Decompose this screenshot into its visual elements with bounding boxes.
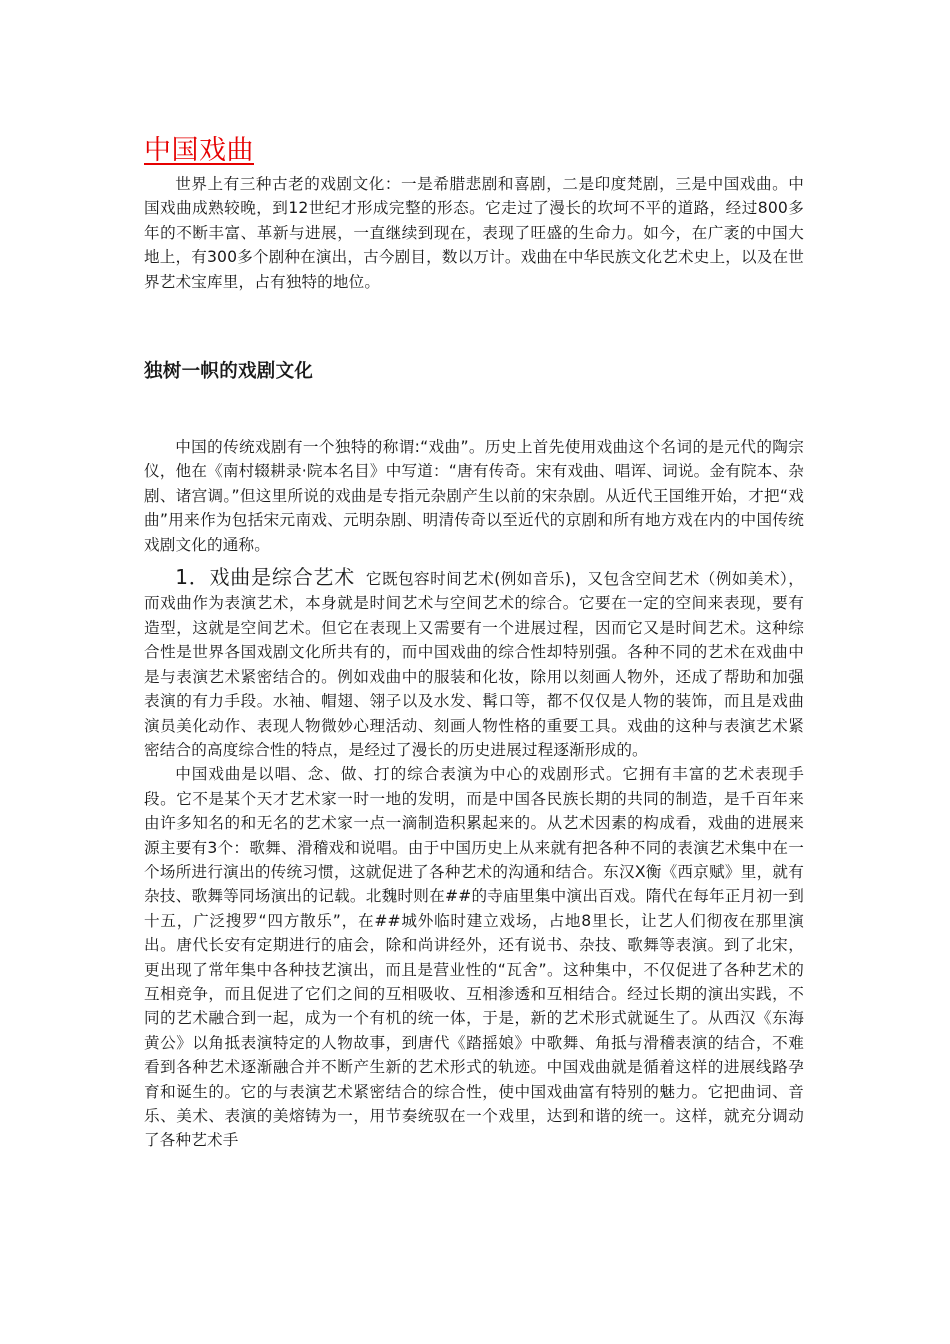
body-paragraph: 中国戏曲是以唱、念、做、打的综合表演为中心的戏剧形式。它拥有丰富的艺术表现手段。它不是某个天才艺术家一时一地的发明，而是中国各民族长期的共同的制造，是千百年来由许多知名的和无名的艺术家一点一滴制造积累起来的。从艺术因素的构成看，戏曲的进展来源主要有3个：歌舞、滑稽戏和说唱。由于中国历史上从来就有把各种不同的表演艺术集中在一个场所进行演出的传统习惯，这就促进了各种艺术的沟通和结合。东汉X衡《西京赋》里，就有杂技、歌舞等同场演出的记载。北魏时则在##的寺庙里集中演出百戏。隋代在每年正月初一到十五，广泛搜罗“四方散乐”，在##城外临时建立戏场，占地8里长，让艺人们彻夜在那里演出。唐代长安有定期进行的庙会，除和尚讲经外，还有说书、杂技、歌舞等表演。到了北宋，更出现了常年集中各种技艺演出，而且是营业性的“瓦舍”。这种集中，不仅促进了各种艺术的互相竞争，而且促进了它们之间的互相吸收、互相渗透和互相结合。经过长期的演出实践，不同的艺术融合到一起，成为一个有机的统一体，于是，新的艺术形式就诞生了。从西汉《东海黄公》以角抵表演特定的人物故事，到唐代《踏摇娘》中歌舞、角抵与滑稽表演的结合，不难看到各种艺术逐渐融合并不断产生新的艺术形式的轨迹。中国戏曲就是循着这样的进展线路孕育和诞生的。它的与表演艺术紧密结合的综合性，使中国戏曲富有特别的魅力。它把曲词、音乐、美术、表演的美熔铸为一，用节奏统驭在一个戏里，达到和谐的统一。这样，就充分调动了各种艺术手 (144, 765, 804, 1150)
section-heading: 独树一帜的戏剧文化 (144, 361, 314, 383)
numbered-paragraph (144, 565, 804, 762)
document-title-link[interactable]: 中国戏曲 (144, 135, 254, 166)
numbered-heading: 1．戏曲是综合艺术 (175, 565, 356, 590)
section-paragraph: 中国的传统戏剧有一个独特的称谓:“戏曲”。历史上首先使用戏曲这个名词的是元代的陶宗仪，他在《南村辍耕录·院本名目》中写道：“唐有传奇。宋有戏曲、唱诨、词说。金有院本、杂剧、诸宫调。”但这里所说的戏曲是专指元杂剧产生以前的宋杂剧。从近代王国维开始，才把“戏曲”用来作为包括宋元南戏、元明杂剧、明清传奇以至近代的京剧和所有地方戏在内的中国传统戏剧文化的通称。 (144, 438, 804, 554)
intro-paragraph: 世界上有三种古老的戏剧文化：一是希腊悲剧和喜剧，二是印度梵剧，三是中国戏曲。中国戏曲成熟较晚，到12世纪才形成完整的形态。它走过了漫长的坎坷不平的道路，经过800多年的不断丰富、革新与进展，一直继续到现在，表现了旺盛的生命力。如今，在广袤的中国大地上，有300多个剧种在演出，古今剧目，数以万计。戏曲在中华民族文化艺术史上，以及在世界艺术宝库里，占有独特的地位。 (144, 175, 804, 291)
numbered-paragraph-text: 它既包容时间艺术(例如音乐)，又包含空间艺术（例如美术），而戏曲作为表演艺术，本身就是时间艺术与空间艺术的综合。它要在一定的空间来表现，要有造型，这就是空间艺术。但它在表现上又需要有一个进展过程，因而它又是时间艺术。这种综合性是世界各国戏剧文化所共有的，而中国戏曲的综合性却特别强。各种不同的艺术在戏曲中是与表演艺术紧密结合的。例如戏曲中的服装和化妆，除用以刻画人物外，还成了帮助和加强表演的有力手段。水袖、帽翅、翎子以及水发、髯口等，都不仅仅是人物的装饰，而且是戏曲演员美化动作、表现人物微妙心理活动、刻画人物性格的重要工具。戏曲的这种与表演艺术紧密结合的高度综合性的特点，是经过了漫长的历史进展过程逐渐形成的。 (144, 570, 804, 759)
document-page (144, 132, 804, 1153)
